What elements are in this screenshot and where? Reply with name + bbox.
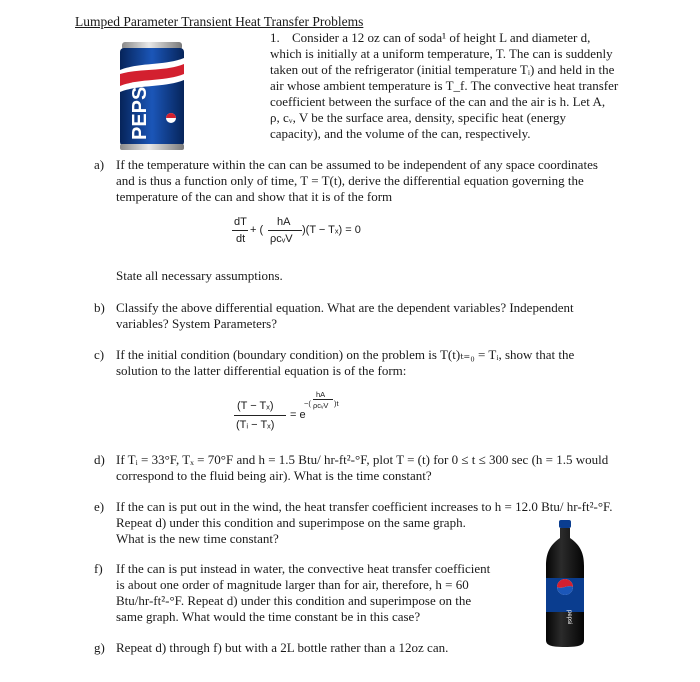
sol-exp-suffix: )t — [334, 399, 339, 408]
sol-equals: = e — [290, 409, 306, 421]
sol-exp-rhocv: ρcᵥV — [313, 401, 329, 410]
eq-dt: dt — [236, 233, 246, 245]
part-e-line: Repeat d) under this condition and superimpose on the same graph. — [116, 515, 466, 530]
intro-line: air whose ambient temperature is T_f. The convective heat transfer — [270, 78, 619, 93]
eq-hA: hA — [277, 216, 291, 228]
part-c-line: solution to the latter differential equation is of the form: — [116, 363, 407, 378]
part-d-line: If Tᵢ = 33°F, Tₓ = 70°F and h = 1.5 Btu/ hr-ft²-°F, plot T = (t) for 0 ≤ t ≤ 300 sec (h = 1.5 would — [116, 452, 609, 467]
eq-dT: dT — [234, 216, 247, 228]
fraction-bar — [232, 230, 248, 231]
eq-plus: + ( — [250, 224, 264, 236]
sol-exp-prefix: −( — [304, 399, 311, 408]
part-c-label: c) — [94, 347, 105, 362]
part-c-line: If the initial condition (boundary condition) on the problem is T(t)ₜ₌₀ = Tᵢ, show that the — [116, 347, 575, 362]
bottle-brand-text: pepsi — [566, 610, 572, 625]
part-d-label: d) — [94, 452, 105, 467]
eq-rest: )(T − Tₓ) = 0 — [302, 224, 361, 236]
intro-line: taken out of the refrigerator (initial temperature Tᵢ) and held in the — [270, 62, 615, 77]
intro-line: ρ, cᵥ, V be the surface area, density, specific heat (energy — [270, 110, 567, 125]
part-f-line: same graph. What would the time constant be in this case? — [116, 609, 421, 624]
part-e-label: e) — [94, 499, 105, 514]
intro-line: coefficient between the surface of the can and the air is h. Let A, — [270, 94, 606, 109]
sol-exp-hA: hA — [316, 390, 326, 399]
intro-line: Consider a 12 oz can of soda¹ of height L and diameter d, — [292, 30, 591, 45]
pepsi-bottle-image — [542, 520, 588, 648]
sol-denominator: (Tᵢ − Tₓ) — [236, 419, 275, 431]
part-f-label: f) — [94, 561, 103, 576]
part-e-line: What is the new time constant? — [116, 531, 279, 546]
intro-line: capacity), and the volume of the can, respectively. — [270, 126, 531, 141]
part-g-line: Repeat d) through f) but with a 2L bottle rather than a 12oz can. — [116, 640, 449, 655]
part-b-line: Classify the above differential equation. What are the dependent variables? Independent — [116, 300, 574, 315]
part-f-line: Btu/hr-ft²-°F. Repeat d) under this condition and superimpose on the — [116, 593, 472, 608]
fraction-bar — [313, 399, 333, 400]
part-a-line: If the temperature within the can can be assumed to be independent of any space coordinates — [116, 157, 598, 172]
part-d-line: correspond to the fluid being air). What is the time constant? — [116, 468, 432, 483]
part-e-line: If the can is put out in the wind, the heat transfer coefficient increases to h = 12.0 Btu/ hr-ft²-°F. — [116, 499, 613, 514]
part-b-label: b) — [94, 300, 105, 315]
fraction-bar — [234, 415, 286, 416]
eq-rhocv: ρcᵥV — [270, 233, 293, 245]
part-b-line: variables? System Parameters? — [116, 316, 277, 331]
part-a-line: and is thus a function only of time, T = T(t), derive the differential equation governing the — [116, 173, 584, 188]
part-a-line: temperature of the can and show that it is of the form — [116, 189, 393, 204]
sol-numerator: (T − Tₓ) — [237, 400, 274, 412]
problem-number: 1. — [270, 30, 280, 45]
part-g-label: g) — [94, 640, 105, 655]
part-a-label: a) — [94, 157, 105, 172]
intro-line: which is initially at a uniform temperature, T. The can is suddenly — [270, 46, 613, 61]
fraction-bar — [268, 230, 302, 231]
part-a-assumptions: State all necessary assumptions. — [116, 268, 283, 283]
part-f-line: If the can is put instead in water, the convective heat transfer coefficient — [116, 561, 491, 576]
pepsi-can-image — [116, 40, 188, 152]
part-f-line: is about one order of magnitude larger than for air, therefore, h = 60 — [116, 577, 469, 592]
can-brand-text: PEPSI — [129, 81, 151, 140]
page-title: Lumped Parameter Transient Heat Transfer Problems — [75, 14, 364, 29]
